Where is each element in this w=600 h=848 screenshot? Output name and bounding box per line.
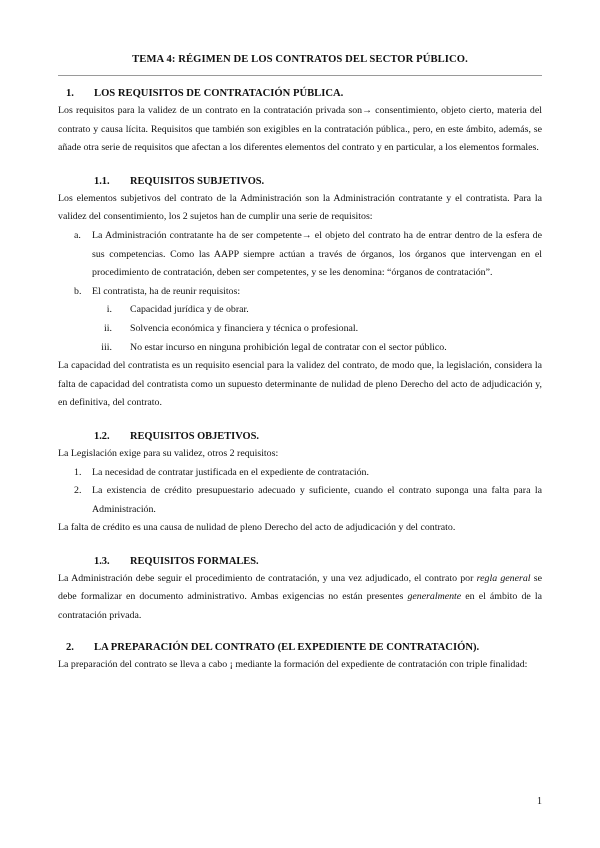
section-2-title: LA PREPARACIÓN DEL CONTRATO (EL EXPEDIENTE DE CONTRATACIÓN). <box>94 641 480 653</box>
list-item <box>58 283 542 302</box>
subjective-requirements-list <box>58 227 542 301</box>
list-item <box>58 320 542 339</box>
list-marker: b. <box>74 285 82 297</box>
section-1-1-number: 1.1. <box>94 175 110 187</box>
section-1-2-title: REQUISITOS OBJETIVOS. <box>130 430 259 442</box>
section-1-2-number: 1.2. <box>94 430 110 442</box>
section-2-number: 2. <box>66 641 74 653</box>
section-1-1-intro: Los elementos subjetivos del contrato de la Administración son la Administración contratante y el contratista. Para la validez del consentimiento, los 2 sujetos han de cumplir una serie de requisitos: <box>58 192 542 223</box>
list-item-text: El contratista, ha de reunir requisitos: <box>92 285 241 297</box>
section-1-2-closing: La falta de crédito es una causa de nulidad de pleno Derecho del acto de adjudicación y del contrato. <box>58 522 456 534</box>
page-number: 1 <box>537 796 542 807</box>
section-1-3-paragraph <box>58 570 542 626</box>
document-title: TEMA 4: RÉGIMEN DE LOS CONTRATOS DEL SECTOR PÚBLICO. <box>132 54 468 65</box>
objective-requirements-list <box>58 464 542 520</box>
section-2-paragraph: La preparación del contrato se lleva a cabo ¡ mediante la formación del expediente de contratación con triple finalidad: <box>58 658 528 670</box>
list-item-text: La Administración contratante ha de ser competente→ el objeto del contrato ha de entrar dentro de la esfera de sus competencias. Como las AAPP siempre actúan a través de órganos, los órganos que intervengan en el procedimiento de contratación, deben ser competentes, y se les denomina: “órganos de contratación”. <box>92 229 542 279</box>
title-divider <box>58 75 542 76</box>
section-2-heading <box>58 642 542 653</box>
section-1-3-heading <box>94 556 542 567</box>
list-item-text: La necesidad de contratar justificada en el expediente de contratación. <box>92 466 369 478</box>
list-marker: ii. <box>104 322 112 334</box>
list-marker: i. <box>106 304 112 316</box>
emphasis-text: generalmente <box>407 591 462 603</box>
section-1-number: 1. <box>66 88 74 99</box>
emphasis-text: regla general <box>476 572 531 584</box>
section-1-3-title: REQUISITOS FORMALES. <box>130 555 259 567</box>
section-1-title: LOS REQUISITOS DE CONTRATACIÓN PÚBLICA. <box>94 88 344 99</box>
contractor-requirements-list <box>58 301 542 357</box>
list-item <box>58 464 542 483</box>
text-run: se debe formalizar en documento administrativo. Ambas exigencias no están presentes <box>58 572 542 603</box>
list-marker: 2. <box>74 485 82 497</box>
section-1-1-closing: La capacidad del contratista es un requisito esencial para la validez del contrato, de modo que, la legislación, considera la falta de capacidad del contratista como un supuesto determinante de nulidad de pleno Derecho del acto de adjudicación y, en definitiva, del contrato. <box>58 360 542 409</box>
section-1-1-heading <box>94 176 542 187</box>
list-marker: 1. <box>74 466 82 478</box>
list-item-text: La existencia de crédito presupuestario adecuado y suficiente, cuando el contrato suponga una falta para la Administración. <box>92 485 542 515</box>
section-1-2-intro: La Legislación exige para su validez, otros 2 requisitos: <box>58 447 279 459</box>
list-item <box>58 482 542 519</box>
list-item-text: No estar incurso en ninguna prohibición legal de contratar con el sector público. <box>130 341 447 353</box>
list-marker: iii. <box>101 341 112 353</box>
section-1-2-heading <box>94 431 542 442</box>
list-item <box>58 301 542 320</box>
section-1-1-title: REQUISITOS SUBJETIVOS. <box>130 175 265 187</box>
list-item-text: Solvencia económica y financiera y técnica o profesional. <box>130 322 359 334</box>
section-1-paragraph: Los requisitos para la validez de un contrato en la contratación privada son→ consentimiento, objeto cierto, materia del contrato y causa lícita. Requisitos que también son exigibles en la contratación pública., pero, en este ámbito, además, se añade otra serie de requisitos que afectan a los diferentes elementos del contrato y en particular, a los elementos formales. <box>58 105 542 154</box>
list-marker: a. <box>74 229 81 241</box>
text-run: La Administración debe seguir el procedimiento de contratación, y una vez adjudicado, el contrato por <box>58 572 477 584</box>
list-item <box>58 227 542 283</box>
section-1-heading <box>58 88 542 99</box>
section-1-3-number: 1.3. <box>94 555 110 567</box>
list-item <box>58 339 542 358</box>
text-run: en el ámbito de la contratación privada. <box>58 591 542 622</box>
list-item-text: Capacidad jurídica y de obrar. <box>130 304 249 316</box>
